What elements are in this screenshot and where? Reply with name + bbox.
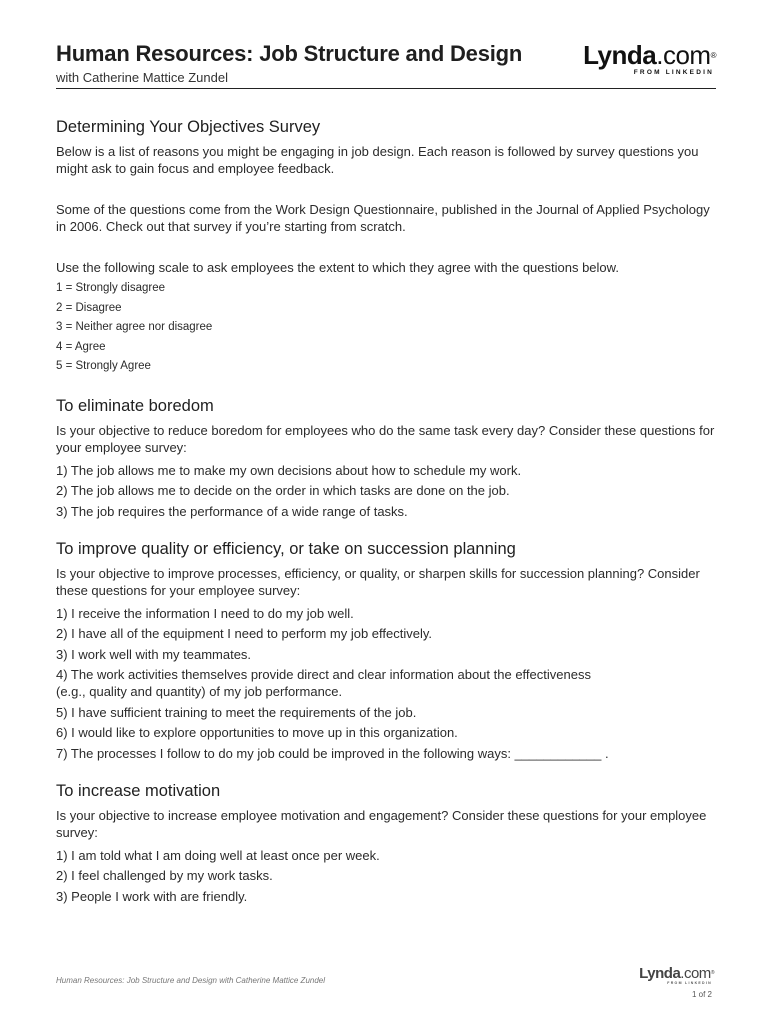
footer-logo-suffix-text: .com	[680, 965, 711, 982]
survey-question: 3) I work well with my teammates.	[56, 646, 252, 662]
document-subtitle: with Catherine Mattice Zundel	[56, 70, 228, 85]
scale-item: 1 = Strongly disagree	[56, 282, 165, 294]
intro-paragraph-2: Some of the questions come from the Work Design Questionnaire, published in the Journal of Applied Psychology in 2006. Check out that survey if you’re starting from scratch.	[56, 202, 710, 234]
survey-question: 3) The job requires the performance of a wide range of tasks.	[56, 503, 408, 519]
document-header	[56, 40, 716, 89]
section-heading: To eliminate boredom	[56, 396, 214, 415]
scale-item: 5 = Strongly Agree	[56, 360, 151, 373]
survey-question: 2) I feel challenged by my work tasks.	[56, 868, 273, 884]
footer-lynda-logo	[639, 966, 714, 985]
survey-question: 3) People I work with are friendly.	[56, 888, 248, 904]
section-description: Is your objective to improve processes, efficiency, or quality, or sharpen skills for succession planning? Consider these questions for your employee survey:	[56, 565, 700, 598]
scale-item: 4 = Agree	[56, 340, 106, 353]
intro-heading: Determining Your Objectives Survey	[56, 118, 321, 136]
section-heading: To improve quality or efficiency, or take on succession planning	[56, 539, 516, 558]
survey-question: 1) I am told what I am doing well at least once per week.	[56, 847, 380, 863]
footer-course-title: Human Resources: Job Structure and Design with Catherine Mattice Zundel	[56, 976, 326, 985]
rating-scale-list	[56, 279, 716, 377]
survey-question: 2) I have all of the equipment I need to perform my job effectively.	[56, 626, 432, 642]
survey-question: 2) The job allows me to decide on the order in which tasks are done on the job.	[56, 483, 510, 499]
intro-paragraph-1: Below is a list of reasons you might be engaging in job design. Each reason is followed by survey questions you might ask to gain focus and employee feedback.	[56, 144, 699, 176]
footer-logo-main-text: Lynda	[639, 965, 681, 982]
section-boredom	[56, 397, 716, 520]
lynda-logo	[583, 42, 716, 76]
scale-intro: Use the following scale to ask employees the extent to which they agree with the questions below.	[56, 260, 619, 275]
scale-item: 3 = Neither agree nor disagree	[56, 321, 213, 334]
document-title: Human Resources: Job Structure and Design	[56, 41, 523, 66]
section-description: Is your objective to reduce boredom for employees who do the same task every day? Consider these questions for your employee survey:	[56, 422, 715, 455]
survey-question: 5) I have sufficient training to meet the requirements of the job.	[56, 704, 417, 720]
logo-suffix-text: .com	[656, 40, 711, 70]
logo-subtext: FROM LINKEDIN	[633, 69, 714, 76]
section-description: Is your objective to increase employee motivation and engagement? Consider these questions for your employee survey:	[56, 807, 707, 840]
survey-question: 1) The job allows me to make my own decisions about how to schedule my work.	[56, 462, 522, 478]
section-heading: To increase motivation	[56, 781, 221, 800]
logo-main-text: Lynda	[583, 40, 657, 70]
footer-logo-subtext: FROM LINKEDIN	[667, 981, 712, 985]
survey-question: 1) I receive the information I need to do my job well.	[56, 605, 354, 621]
logo-registered-mark: ®	[710, 51, 716, 60]
section-motivation	[56, 782, 716, 905]
survey-question: 4) The work activities themselves provide direct and clear information about the effectiveness (e.g., quality and quantity) of my job performance.	[56, 667, 591, 700]
footer-logo-registered-mark: ®	[710, 970, 714, 976]
document-body	[56, 118, 716, 905]
page-number: 1 of 2	[691, 990, 712, 999]
survey-question: 7) The processes I follow to do my job could be improved in the following ways: ____________ .	[56, 745, 609, 761]
survey-question: 6) I would like to explore opportunities to move up in this organization.	[56, 725, 458, 741]
scale-item: 2 = Disagree	[56, 301, 122, 314]
section-quality-efficiency	[56, 540, 716, 762]
